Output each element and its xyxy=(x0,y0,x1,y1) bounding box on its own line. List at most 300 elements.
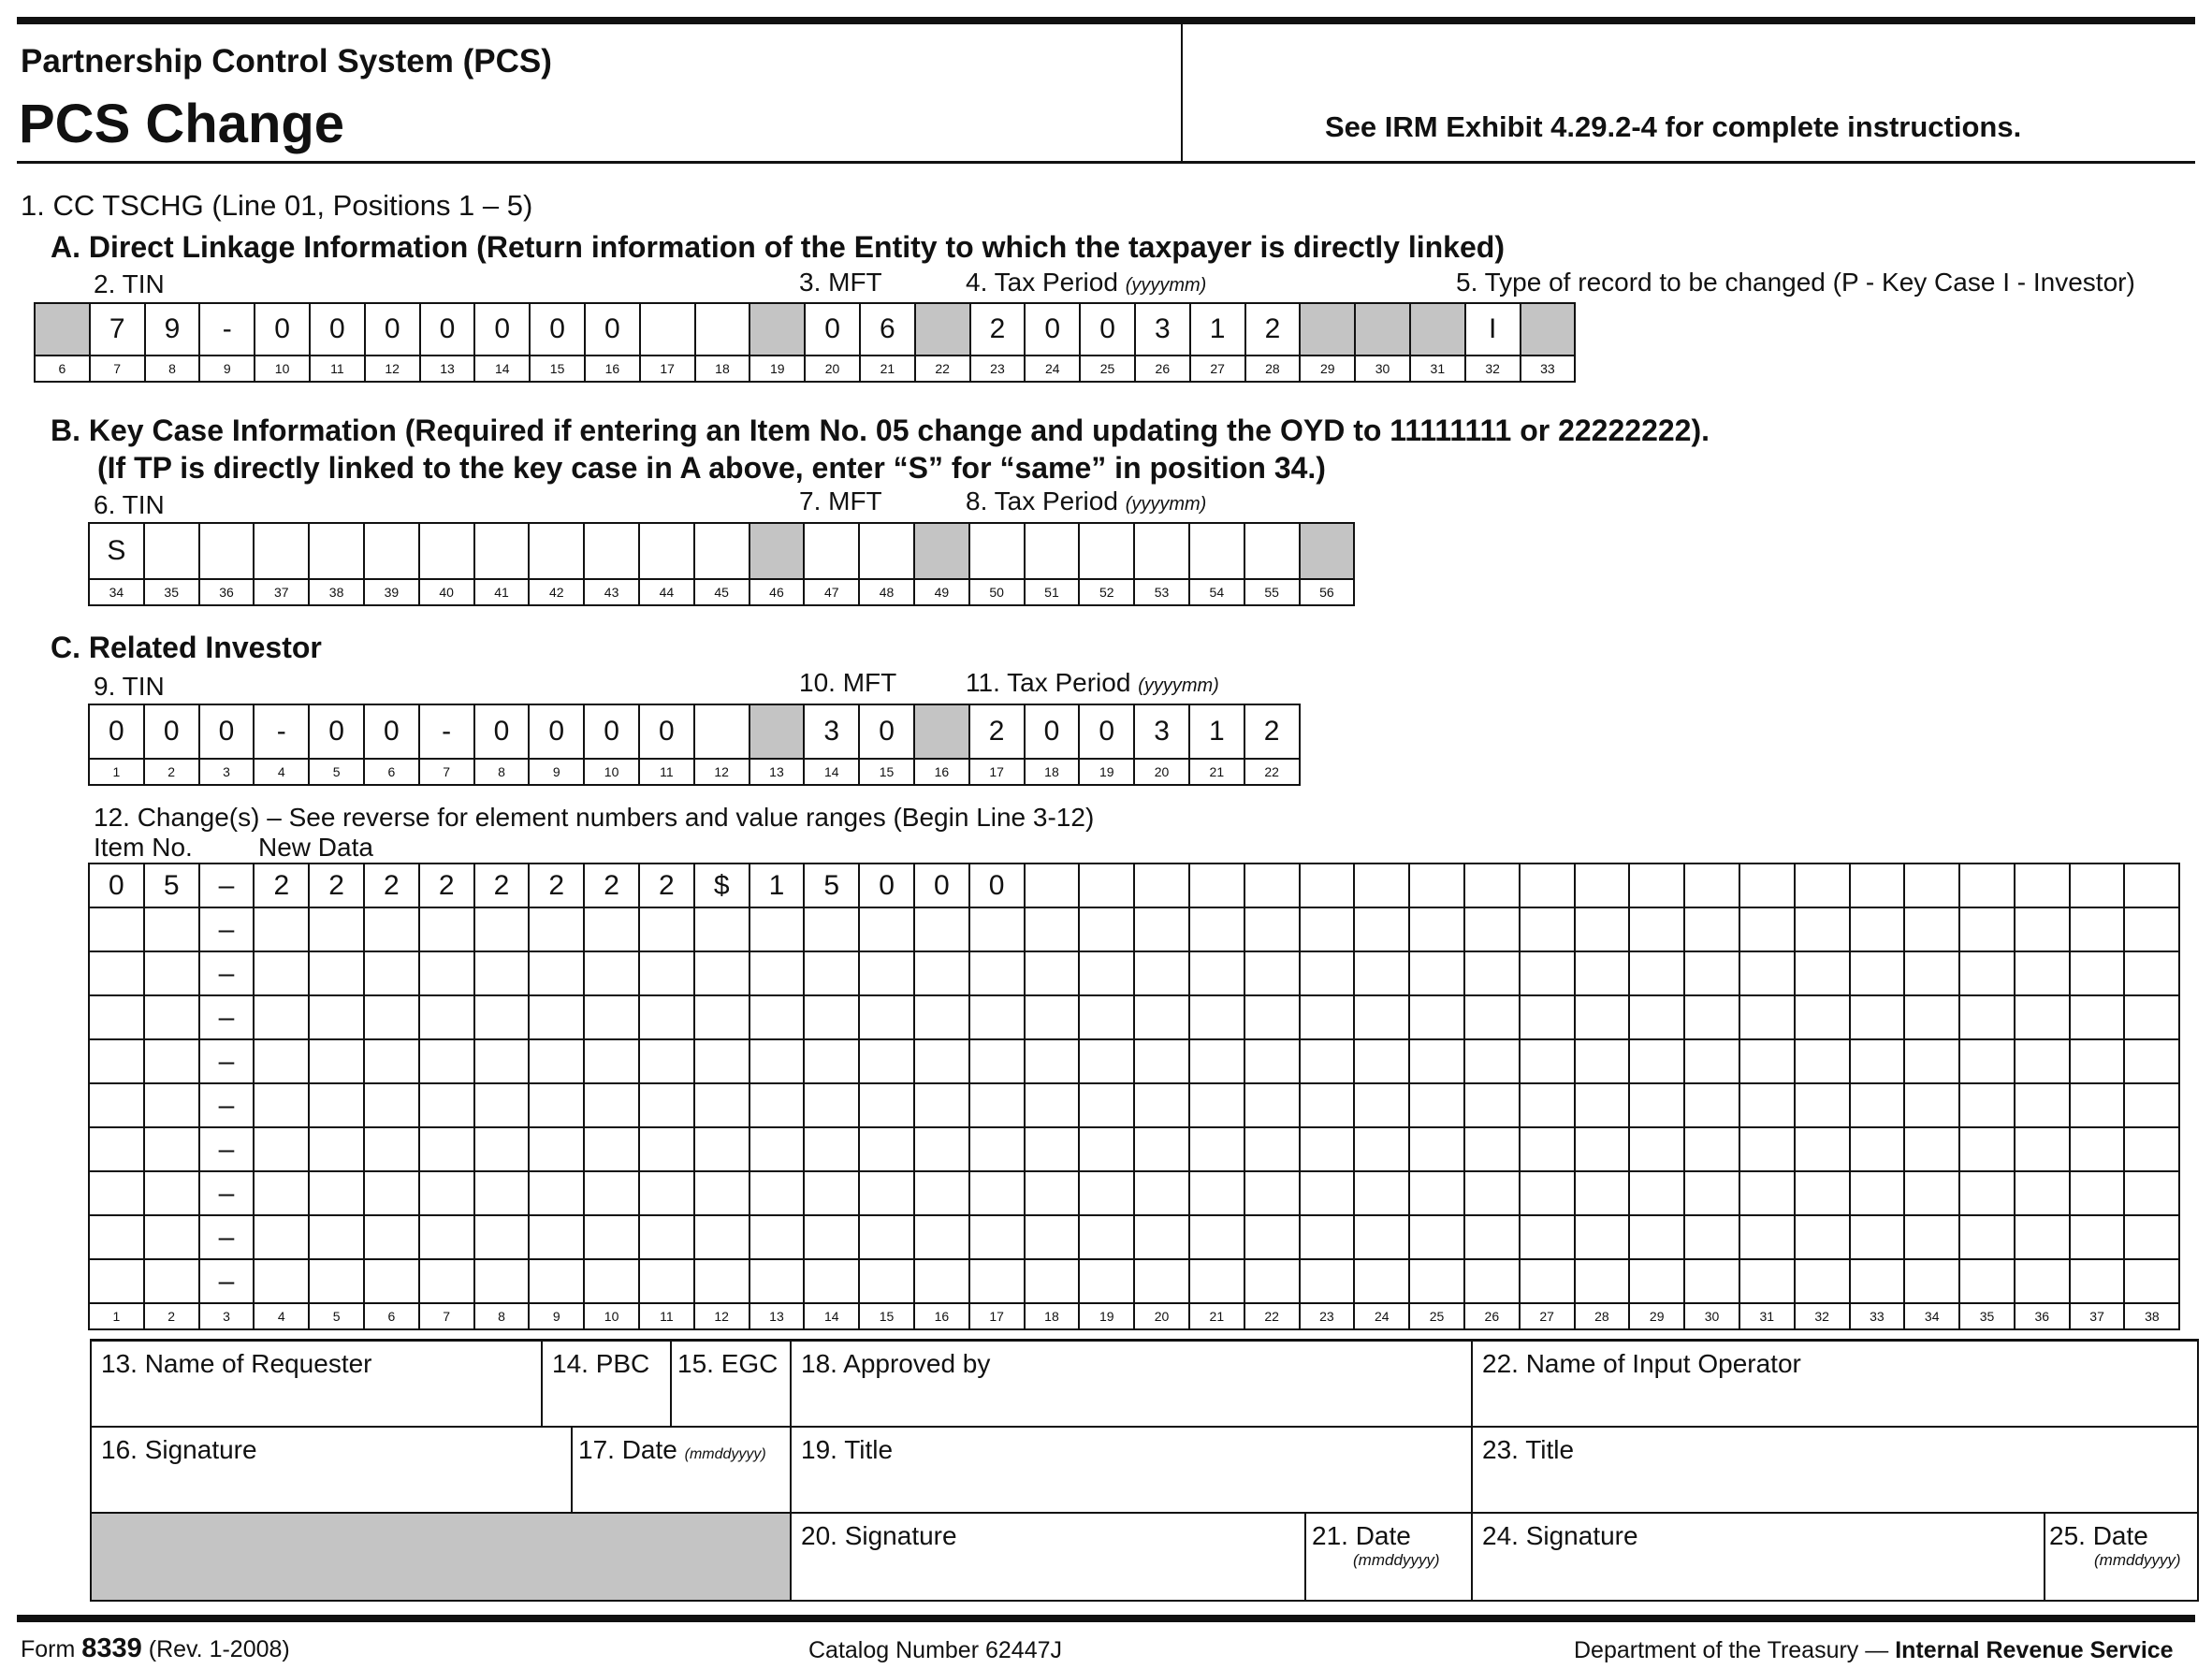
change-cell[interactable] xyxy=(1244,907,1300,951)
change-cell[interactable] xyxy=(2015,1127,2070,1171)
change-dash-cell[interactable]: – xyxy=(199,1127,255,1171)
section-c-cell[interactable]: 0 xyxy=(474,704,530,759)
change-cell[interactable] xyxy=(969,1259,1025,1303)
change-cell[interactable]: 0 xyxy=(914,864,969,907)
pbc-field[interactable] xyxy=(541,1340,672,1428)
section-b-cell[interactable] xyxy=(694,523,749,579)
change-cell[interactable] xyxy=(1409,1259,1464,1303)
section-c-cell[interactable]: 0 xyxy=(1079,704,1134,759)
change-cell[interactable] xyxy=(1244,1215,1300,1259)
change-cell[interactable] xyxy=(364,1171,419,1215)
change-cell[interactable] xyxy=(1354,1171,1409,1215)
change-cell[interactable] xyxy=(859,951,914,995)
change-cell[interactable] xyxy=(1850,995,1905,1039)
change-cell[interactable] xyxy=(1025,1171,1080,1215)
change-cell[interactable] xyxy=(749,1215,805,1259)
change-cell[interactable] xyxy=(1409,1215,1464,1259)
change-cell[interactable] xyxy=(1189,1039,1244,1083)
change-cell[interactable] xyxy=(1300,1083,1355,1127)
change-cell[interactable] xyxy=(364,1083,419,1127)
approved-by-field[interactable] xyxy=(790,1340,1473,1428)
change-cell[interactable]: 0 xyxy=(969,864,1025,907)
change-cell[interactable] xyxy=(1959,951,2015,995)
change-cell[interactable] xyxy=(1850,1039,1905,1083)
change-cell[interactable] xyxy=(364,1259,419,1303)
change-cell[interactable] xyxy=(309,1127,364,1171)
change-cell[interactable] xyxy=(1795,951,1850,995)
change-cell[interactable] xyxy=(969,951,1025,995)
change-cell[interactable]: 2 xyxy=(419,864,474,907)
change-cell[interactable] xyxy=(584,1039,639,1083)
change-cell[interactable] xyxy=(1409,1083,1464,1127)
change-cell[interactable] xyxy=(749,1083,805,1127)
operator-signature-field[interactable] xyxy=(1471,1512,2045,1602)
change-cell[interactable] xyxy=(1520,907,1575,951)
change-cell[interactable] xyxy=(419,1259,474,1303)
change-cell[interactable] xyxy=(1739,1259,1795,1303)
change-cell[interactable] xyxy=(914,1039,969,1083)
change-cell[interactable] xyxy=(474,995,530,1039)
change-cell[interactable] xyxy=(1904,951,1959,995)
section-a-cell[interactable]: 0 xyxy=(805,303,860,356)
change-cell[interactable] xyxy=(144,951,199,995)
change-cell[interactable] xyxy=(2070,1127,2125,1171)
change-dash-cell[interactable]: – xyxy=(199,1083,255,1127)
change-cell[interactable] xyxy=(749,1259,805,1303)
change-cell[interactable] xyxy=(419,995,474,1039)
section-b-cell[interactable] xyxy=(529,523,584,579)
change-cell[interactable] xyxy=(89,1215,144,1259)
section-b-cell[interactable] xyxy=(914,523,969,579)
change-cell[interactable] xyxy=(529,1259,584,1303)
section-c-cell[interactable] xyxy=(914,704,969,759)
change-cell[interactable] xyxy=(804,1083,859,1127)
change-cell[interactable] xyxy=(529,1171,584,1215)
section-b-cell[interactable] xyxy=(804,523,859,579)
change-cell[interactable] xyxy=(474,1259,530,1303)
change-cell[interactable] xyxy=(1904,1039,1959,1083)
change-cell[interactable] xyxy=(1409,995,1464,1039)
change-cell[interactable] xyxy=(89,907,144,951)
change-cell[interactable] xyxy=(749,995,805,1039)
change-cell[interactable] xyxy=(529,951,584,995)
change-cell[interactable] xyxy=(2070,907,2125,951)
change-cell[interactable] xyxy=(914,995,969,1039)
change-cell[interactable] xyxy=(254,1127,309,1171)
change-cell[interactable] xyxy=(1520,951,1575,995)
change-cell[interactable] xyxy=(749,1039,805,1083)
change-cell[interactable] xyxy=(144,1215,199,1259)
change-cell[interactable] xyxy=(1464,951,1520,995)
change-cell[interactable] xyxy=(1739,1039,1795,1083)
change-cell[interactable] xyxy=(1959,907,2015,951)
change-cell[interactable] xyxy=(144,1083,199,1127)
change-cell[interactable] xyxy=(694,1171,749,1215)
change-cell[interactable] xyxy=(1300,1259,1355,1303)
change-cell[interactable] xyxy=(1189,864,1244,907)
change-cell[interactable] xyxy=(254,1171,309,1215)
change-cell[interactable] xyxy=(1300,1039,1355,1083)
change-cell[interactable] xyxy=(749,951,805,995)
change-cell[interactable] xyxy=(1795,1127,1850,1171)
change-cell[interactable] xyxy=(1079,1039,1134,1083)
change-cell[interactable] xyxy=(1189,907,1244,951)
change-cell[interactable] xyxy=(639,1039,694,1083)
change-cell[interactable] xyxy=(694,995,749,1039)
change-cell[interactable] xyxy=(914,1259,969,1303)
change-cell[interactable] xyxy=(254,995,309,1039)
change-cell[interactable] xyxy=(309,1215,364,1259)
change-cell[interactable] xyxy=(419,1215,474,1259)
change-dash-cell[interactable]: – xyxy=(199,1039,255,1083)
change-cell[interactable] xyxy=(1629,1215,1684,1259)
change-cell[interactable] xyxy=(364,907,419,951)
change-cell[interactable] xyxy=(1134,1083,1189,1127)
section-c-cell[interactable]: 0 xyxy=(89,704,144,759)
change-cell[interactable] xyxy=(1354,864,1409,907)
change-cell[interactable] xyxy=(89,1259,144,1303)
change-cell[interactable] xyxy=(144,1259,199,1303)
change-cell[interactable] xyxy=(1189,1259,1244,1303)
change-cell[interactable] xyxy=(474,951,530,995)
change-dash-cell[interactable]: – xyxy=(199,1171,255,1215)
change-cell[interactable] xyxy=(1850,907,1905,951)
change-cell[interactable] xyxy=(1300,907,1355,951)
change-cell[interactable] xyxy=(1959,1171,2015,1215)
change-cell[interactable] xyxy=(694,951,749,995)
change-cell[interactable] xyxy=(1134,907,1189,951)
change-cell[interactable] xyxy=(1244,951,1300,995)
change-cell[interactable] xyxy=(1739,864,1795,907)
change-cell[interactable] xyxy=(1850,1259,1905,1303)
section-a-cell[interactable]: 0 xyxy=(1025,303,1080,356)
section-c-cell[interactable]: 0 xyxy=(309,704,364,759)
change-cell[interactable] xyxy=(1959,864,2015,907)
change-cell[interactable] xyxy=(804,1259,859,1303)
change-cell[interactable] xyxy=(1959,1259,2015,1303)
section-b-cell[interactable] xyxy=(1300,523,1355,579)
change-cell[interactable] xyxy=(419,1083,474,1127)
change-cell[interactable] xyxy=(914,907,969,951)
change-cell[interactable] xyxy=(254,907,309,951)
section-c-cell[interactable]: 0 xyxy=(199,704,255,759)
change-cell[interactable] xyxy=(804,1127,859,1171)
change-cell[interactable] xyxy=(529,1039,584,1083)
change-cell[interactable] xyxy=(1025,995,1080,1039)
section-b-cell[interactable] xyxy=(254,523,309,579)
change-cell[interactable] xyxy=(1904,1127,1959,1171)
change-cell[interactable] xyxy=(1025,864,1080,907)
change-cell[interactable] xyxy=(584,1215,639,1259)
change-cell[interactable] xyxy=(144,1171,199,1215)
change-cell[interactable] xyxy=(1189,1083,1244,1127)
change-cell[interactable] xyxy=(1079,995,1134,1039)
change-cell[interactable] xyxy=(1850,951,1905,995)
change-dash-cell[interactable]: – xyxy=(199,1259,255,1303)
change-cell[interactable] xyxy=(914,1215,969,1259)
change-cell[interactable] xyxy=(254,1259,309,1303)
change-cell[interactable] xyxy=(804,1215,859,1259)
change-cell[interactable] xyxy=(859,1259,914,1303)
change-cell[interactable] xyxy=(584,1083,639,1127)
change-cell[interactable] xyxy=(2015,951,2070,995)
change-cell[interactable] xyxy=(1959,1083,2015,1127)
section-b-cell[interactable] xyxy=(1079,523,1134,579)
section-a-cell[interactable] xyxy=(1410,303,1465,356)
change-cell[interactable] xyxy=(1079,1127,1134,1171)
change-cell[interactable] xyxy=(1684,864,1739,907)
change-cell[interactable] xyxy=(1300,995,1355,1039)
change-cell[interactable] xyxy=(1959,1127,2015,1171)
change-cell[interactable] xyxy=(1189,995,1244,1039)
change-cell[interactable] xyxy=(1025,1083,1080,1127)
section-c-cell[interactable]: 0 xyxy=(639,704,694,759)
change-cell[interactable] xyxy=(639,995,694,1039)
change-cell[interactable] xyxy=(1464,1171,1520,1215)
change-cell[interactable] xyxy=(144,1039,199,1083)
change-cell[interactable] xyxy=(254,1039,309,1083)
change-cell[interactable] xyxy=(804,907,859,951)
change-cell[interactable] xyxy=(1629,1171,1684,1215)
change-cell[interactable] xyxy=(804,1039,859,1083)
change-cell[interactable] xyxy=(1795,1171,1850,1215)
change-cell[interactable] xyxy=(969,907,1025,951)
change-cell[interactable] xyxy=(1464,1039,1520,1083)
change-cell[interactable] xyxy=(1079,1215,1134,1259)
approver-signature-field[interactable] xyxy=(790,1512,1306,1602)
section-a-cell[interactable]: 6 xyxy=(860,303,915,356)
change-cell[interactable] xyxy=(969,995,1025,1039)
change-cell[interactable] xyxy=(1025,1039,1080,1083)
change-cell[interactable] xyxy=(914,1127,969,1171)
change-cell[interactable] xyxy=(254,951,309,995)
change-cell[interactable] xyxy=(859,995,914,1039)
change-cell[interactable] xyxy=(749,1127,805,1171)
change-cell[interactable] xyxy=(144,995,199,1039)
change-cell[interactable] xyxy=(89,951,144,995)
change-cell[interactable] xyxy=(2070,1039,2125,1083)
change-cell[interactable] xyxy=(639,1171,694,1215)
change-cell[interactable] xyxy=(639,1127,694,1171)
change-cell[interactable] xyxy=(2070,1215,2125,1259)
change-cell[interactable] xyxy=(1904,907,1959,951)
section-a-cell[interactable]: 7 xyxy=(90,303,145,356)
change-cell[interactable] xyxy=(1629,1083,1684,1127)
section-a-cell[interactable] xyxy=(915,303,970,356)
change-cell[interactable] xyxy=(1354,907,1409,951)
change-cell[interactable] xyxy=(1025,1259,1080,1303)
change-cell[interactable] xyxy=(1739,951,1795,995)
section-a-cell[interactable] xyxy=(1355,303,1410,356)
change-cell[interactable] xyxy=(969,1171,1025,1215)
section-b-cell[interactable] xyxy=(199,523,255,579)
change-cell[interactable] xyxy=(2124,951,2179,995)
change-cell[interactable] xyxy=(1464,1259,1520,1303)
section-b-cell[interactable] xyxy=(1244,523,1300,579)
change-cell[interactable] xyxy=(1684,951,1739,995)
change-cell[interactable] xyxy=(1904,995,1959,1039)
change-cell[interactable]: 2 xyxy=(474,864,530,907)
change-cell[interactable] xyxy=(2015,1215,2070,1259)
change-cell[interactable] xyxy=(2070,864,2125,907)
input-operator-field[interactable] xyxy=(1471,1340,2199,1428)
change-cell[interactable] xyxy=(1575,864,1630,907)
section-a-cell[interactable]: 0 xyxy=(365,303,420,356)
change-cell[interactable] xyxy=(1134,864,1189,907)
change-cell[interactable] xyxy=(1244,864,1300,907)
change-cell[interactable] xyxy=(1409,951,1464,995)
change-cell[interactable] xyxy=(1189,951,1244,995)
section-b-cell[interactable] xyxy=(1134,523,1189,579)
change-cell[interactable]: 0 xyxy=(859,864,914,907)
change-cell[interactable] xyxy=(1684,1259,1739,1303)
change-cell[interactable]: 5 xyxy=(144,864,199,907)
change-cell[interactable] xyxy=(639,907,694,951)
change-cell[interactable] xyxy=(254,1215,309,1259)
change-cell[interactable] xyxy=(1244,1171,1300,1215)
change-cell[interactable] xyxy=(2070,951,2125,995)
section-c-cell[interactable]: 0 xyxy=(529,704,584,759)
section-c-cell[interactable]: 0 xyxy=(584,704,639,759)
change-cell[interactable] xyxy=(1904,1171,1959,1215)
change-cell[interactable] xyxy=(1244,995,1300,1039)
change-cell[interactable] xyxy=(529,1127,584,1171)
section-c-cell[interactable]: 0 xyxy=(859,704,914,759)
change-cell[interactable] xyxy=(1189,1215,1244,1259)
change-cell[interactable] xyxy=(1684,1127,1739,1171)
change-cell[interactable] xyxy=(914,1083,969,1127)
change-cell[interactable] xyxy=(474,1171,530,1215)
change-cell[interactable] xyxy=(1575,1039,1630,1083)
change-cell[interactable] xyxy=(1684,1083,1739,1127)
change-cell[interactable] xyxy=(89,1083,144,1127)
change-cell[interactable] xyxy=(89,1171,144,1215)
change-cell[interactable] xyxy=(1300,1127,1355,1171)
change-cell[interactable] xyxy=(1464,907,1520,951)
change-cell[interactable] xyxy=(2070,1259,2125,1303)
change-cell[interactable] xyxy=(1520,1083,1575,1127)
change-cell[interactable] xyxy=(1409,864,1464,907)
change-cell[interactable] xyxy=(2070,995,2125,1039)
change-cell[interactable]: 2 xyxy=(529,864,584,907)
approver-title-field[interactable] xyxy=(790,1426,1473,1514)
change-cell[interactable] xyxy=(1079,1083,1134,1127)
section-a-cell[interactable]: I xyxy=(1465,303,1521,356)
section-c-cell[interactable] xyxy=(694,704,749,759)
change-cell[interactable] xyxy=(584,951,639,995)
change-cell[interactable] xyxy=(1520,1171,1575,1215)
section-a-cell[interactable] xyxy=(35,303,90,356)
section-b-cell[interactable] xyxy=(474,523,530,579)
change-cell[interactable] xyxy=(364,1215,419,1259)
change-cell[interactable] xyxy=(1739,1171,1795,1215)
change-cell[interactable] xyxy=(1300,864,1355,907)
change-cell[interactable] xyxy=(969,1127,1025,1171)
change-cell[interactable] xyxy=(1575,995,1630,1039)
change-cell[interactable] xyxy=(419,1039,474,1083)
change-cell[interactable] xyxy=(584,1127,639,1171)
change-cell[interactable] xyxy=(2124,1259,2179,1303)
change-cell[interactable] xyxy=(1684,1039,1739,1083)
change-cell[interactable] xyxy=(2015,1039,2070,1083)
change-cell[interactable] xyxy=(364,951,419,995)
section-c-cell[interactable]: 0 xyxy=(364,704,419,759)
change-cell[interactable] xyxy=(2015,864,2070,907)
change-cell[interactable]: – xyxy=(199,864,255,907)
change-cell[interactable] xyxy=(529,1083,584,1127)
change-cell[interactable] xyxy=(1189,1171,1244,1215)
section-b-cell[interactable]: S xyxy=(89,523,144,579)
change-cell[interactable] xyxy=(1904,864,1959,907)
section-a-cell[interactable]: 0 xyxy=(530,303,585,356)
section-c-cell[interactable]: 0 xyxy=(144,704,199,759)
section-a-cell[interactable] xyxy=(749,303,805,356)
change-cell[interactable] xyxy=(1079,951,1134,995)
change-cell[interactable] xyxy=(1850,1215,1905,1259)
change-cell[interactable] xyxy=(1244,1083,1300,1127)
change-cell[interactable] xyxy=(529,1215,584,1259)
change-cell[interactable] xyxy=(639,1083,694,1127)
egc-field[interactable] xyxy=(670,1340,792,1428)
change-cell[interactable] xyxy=(1795,1039,1850,1083)
change-cell[interactable] xyxy=(1629,951,1684,995)
change-cell[interactable] xyxy=(144,907,199,951)
change-cell[interactable] xyxy=(89,1039,144,1083)
change-cell[interactable] xyxy=(309,1171,364,1215)
change-cell[interactable] xyxy=(1959,1215,2015,1259)
change-cell[interactable] xyxy=(1464,1127,1520,1171)
change-cell[interactable] xyxy=(1520,1039,1575,1083)
change-cell[interactable] xyxy=(1134,1127,1189,1171)
change-cell[interactable] xyxy=(1795,995,1850,1039)
section-a-cell[interactable]: 1 xyxy=(1190,303,1245,356)
change-cell[interactable] xyxy=(1684,1215,1739,1259)
section-a-cell[interactable]: 0 xyxy=(420,303,475,356)
change-cell[interactable] xyxy=(694,1039,749,1083)
change-cell[interactable] xyxy=(1575,951,1630,995)
change-cell[interactable] xyxy=(1409,907,1464,951)
section-c-cell[interactable] xyxy=(749,704,805,759)
section-a-cell[interactable] xyxy=(1521,303,1576,356)
change-cell[interactable] xyxy=(1575,1259,1630,1303)
section-c-cell[interactable]: 3 xyxy=(804,704,859,759)
change-cell[interactable] xyxy=(804,995,859,1039)
change-cell[interactable] xyxy=(2124,1083,2179,1127)
change-cell[interactable] xyxy=(1079,1259,1134,1303)
change-cell[interactable] xyxy=(1739,1083,1795,1127)
change-cell[interactable] xyxy=(364,1127,419,1171)
change-cell[interactable] xyxy=(1959,995,2015,1039)
change-cell[interactable] xyxy=(1795,864,1850,907)
change-cell[interactable]: 2 xyxy=(639,864,694,907)
section-a-cell[interactable]: 9 xyxy=(145,303,200,356)
section-b-cell[interactable] xyxy=(1189,523,1244,579)
change-cell[interactable] xyxy=(309,907,364,951)
change-cell[interactable] xyxy=(529,907,584,951)
change-cell[interactable] xyxy=(1795,1215,1850,1259)
change-cell[interactable] xyxy=(1464,995,1520,1039)
change-cell[interactable]: $ xyxy=(694,864,749,907)
section-a-cell[interactable]: 0 xyxy=(585,303,640,356)
change-cell[interactable] xyxy=(694,1127,749,1171)
operator-date-field[interactable] xyxy=(2044,1512,2199,1602)
change-cell[interactable] xyxy=(1520,1259,1575,1303)
change-cell[interactable] xyxy=(1739,1127,1795,1171)
change-cell[interactable] xyxy=(1850,864,1905,907)
section-a-cell[interactable] xyxy=(640,303,695,356)
section-a-cell[interactable]: 2 xyxy=(970,303,1026,356)
section-a-cell[interactable]: 3 xyxy=(1135,303,1190,356)
